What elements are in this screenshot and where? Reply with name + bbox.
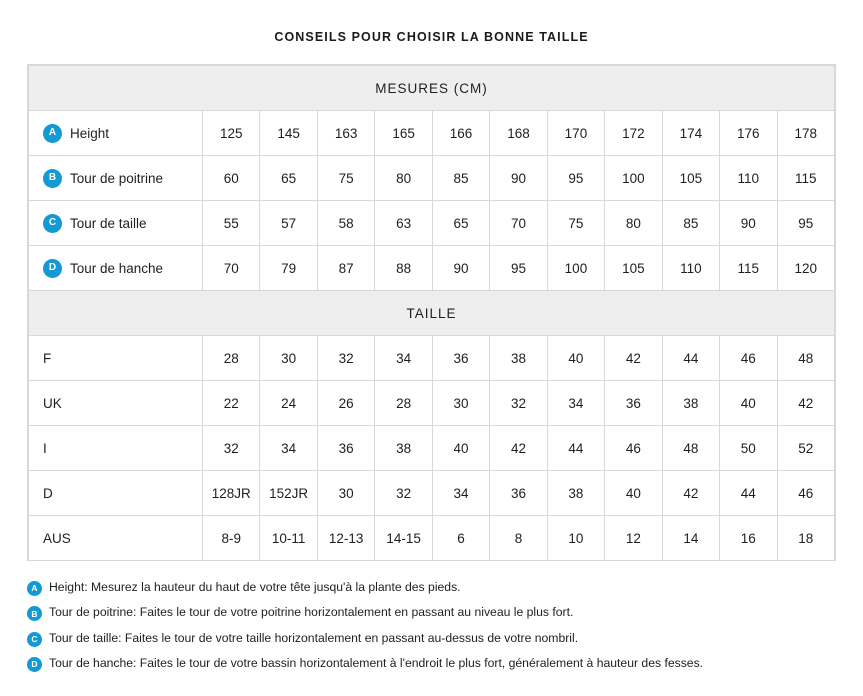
note-key: Tour de poitrine: [49,605,137,620]
table-cell: 38 [490,336,547,381]
table-cell: 128JR [203,471,260,516]
note-body: Faites le tour de votre bassin horizontalement à l'endroit le plus fort, généralement à hauteur des fesses. [136,655,704,670]
table-cell: 30 [432,381,489,426]
row-label-aus: AUS [29,516,203,561]
note-key: Tour de hanche: [49,655,137,670]
table-cell: 12 [605,516,662,561]
measures-header-label: MESURES (CM) [29,66,835,111]
table-cell: 14-15 [375,516,432,561]
note-item [27,651,836,676]
table-cell: 70 [490,201,547,246]
row-label-d: D [29,471,203,516]
table-cell: 168 [490,111,547,156]
table-cell: 55 [203,201,260,246]
table-cell: 110 [720,156,777,201]
table-cell: 166 [432,111,489,156]
size-table [28,65,835,561]
table-cell: 60 [203,156,260,201]
table-cell: 22 [203,381,260,426]
table-cell: 28 [375,381,432,426]
note-text [49,580,461,595]
table-cell: 105 [605,246,662,291]
table-cell: 34 [432,471,489,516]
table-cell: 42 [662,471,719,516]
table-cell: 152JR [260,471,317,516]
table-cell: 48 [777,336,834,381]
measure-label: Height [70,125,110,141]
table-cell: 176 [720,111,777,156]
badge-c-icon: C [27,632,42,647]
table-cell: 12-13 [317,516,374,561]
row-label-chest [29,156,203,201]
table-cell: 85 [432,156,489,201]
table-cell: 95 [547,156,604,201]
table-cell: 87 [317,246,374,291]
table-cell: 34 [260,426,317,471]
badge-a-icon: A [43,124,62,143]
table-cell: 26 [317,381,374,426]
table-cell: 42 [777,381,834,426]
page-title: CONSEILS POUR CHOISIR LA BONNE TAILLE [274,30,589,44]
table-cell: 46 [720,336,777,381]
table-cell: 38 [547,471,604,516]
table-row [29,201,835,246]
table-row [29,246,835,291]
table-cell: 125 [203,111,260,156]
table-cell: 57 [260,201,317,246]
row-label-f: F [29,336,203,381]
table-cell: 28 [203,336,260,381]
table-cell: 65 [432,201,489,246]
note-body: Faites le tour de votre taille horizontalement en passant au-dessus de votre nombril. [121,630,579,645]
table-cell: 40 [432,426,489,471]
table-cell: 34 [547,381,604,426]
row-label-i: I [29,426,203,471]
table-cell: 100 [547,246,604,291]
table-cell: 8 [490,516,547,561]
measure-label: Tour de poitrine [70,170,164,186]
table-cell: 145 [260,111,317,156]
measure-label: Tour de taille [70,215,147,231]
note-text [49,605,573,620]
table-cell: 70 [203,246,260,291]
table-cell: 14 [662,516,719,561]
table-cell: 85 [662,201,719,246]
note-item [27,626,836,651]
table-cell: 36 [432,336,489,381]
table-cell: 65 [260,156,317,201]
table-cell: 80 [605,201,662,246]
table-cell: 38 [662,381,719,426]
table-cell: 38 [375,426,432,471]
table-row [29,516,835,561]
table-cell: 8-9 [203,516,260,561]
table-cell: 75 [317,156,374,201]
table-cell: 79 [260,246,317,291]
table-row [29,111,835,156]
table-cell: 95 [777,201,834,246]
table-cell: 10 [547,516,604,561]
badge-d-icon: D [43,259,62,278]
table-row [29,426,835,471]
table-cell: 42 [490,426,547,471]
note-text [49,656,703,671]
badge-a-icon: A [27,581,42,596]
note-key: Height: [49,580,88,594]
table-cell: 110 [662,246,719,291]
note-item [27,600,836,625]
badge-d-icon: D [27,657,42,672]
table-cell: 18 [777,516,834,561]
note-body: Faites le tour de votre poitrine horizontalement en passant au niveau le plus fort. [136,605,574,620]
table-cell: 120 [777,246,834,291]
table-cell: 32 [375,471,432,516]
table-cell: 10-11 [260,516,317,561]
table-row [29,156,835,201]
table-cell: 36 [605,381,662,426]
table-cell: 95 [490,246,547,291]
row-label-height [29,111,203,156]
table-cell: 80 [375,156,432,201]
row-label-waist [29,201,203,246]
row-label-uk: UK [29,381,203,426]
table-cell: 58 [317,201,374,246]
table-cell: 178 [777,111,834,156]
measures-section-header [29,66,835,111]
table-cell: 105 [662,156,719,201]
sizes-header-label: TAILLE [29,291,835,336]
table-cell: 34 [375,336,432,381]
table-cell: 36 [490,471,547,516]
table-cell: 16 [720,516,777,561]
note-body: Mesurez la hauteur du haut de votre tête jusqu'à la plante des pieds. [87,580,461,594]
note-item [27,575,836,600]
table-cell: 44 [547,426,604,471]
table-cell: 40 [720,381,777,426]
badge-c-icon: C [43,214,62,233]
table-cell: 42 [605,336,662,381]
table-cell: 36 [317,426,374,471]
table-cell: 172 [605,111,662,156]
badge-b-icon: B [27,606,42,621]
table-cell: 40 [547,336,604,381]
table-cell: 32 [203,426,260,471]
table-row [29,471,835,516]
table-cell: 44 [662,336,719,381]
table-cell: 40 [605,471,662,516]
table-cell: 30 [317,471,374,516]
table-cell: 165 [375,111,432,156]
table-cell: 50 [720,426,777,471]
measurement-notes [27,575,836,676]
table-cell: 24 [260,381,317,426]
size-table-container [27,64,836,561]
sizes-section-header [29,291,835,336]
table-cell: 30 [260,336,317,381]
table-cell: 32 [490,381,547,426]
table-cell: 88 [375,246,432,291]
table-cell: 44 [720,471,777,516]
table-cell: 174 [662,111,719,156]
table-cell: 46 [605,426,662,471]
table-cell: 163 [317,111,374,156]
table-cell: 90 [720,201,777,246]
table-cell: 63 [375,201,432,246]
table-cell: 115 [777,156,834,201]
table-row [29,381,835,426]
table-row [29,336,835,381]
table-cell: 170 [547,111,604,156]
measure-label: Tour de hanche [70,260,164,276]
table-cell: 52 [777,426,834,471]
table-cell: 75 [547,201,604,246]
table-cell: 100 [605,156,662,201]
table-cell: 90 [432,246,489,291]
note-key: Tour de taille: [49,630,122,645]
badge-b-icon: B [43,169,62,188]
row-label-hip [29,246,203,291]
table-cell: 6 [432,516,489,561]
table-cell: 48 [662,426,719,471]
table-cell: 46 [777,471,834,516]
table-cell: 32 [317,336,374,381]
table-cell: 115 [720,246,777,291]
table-cell: 90 [490,156,547,201]
note-text [49,631,578,646]
